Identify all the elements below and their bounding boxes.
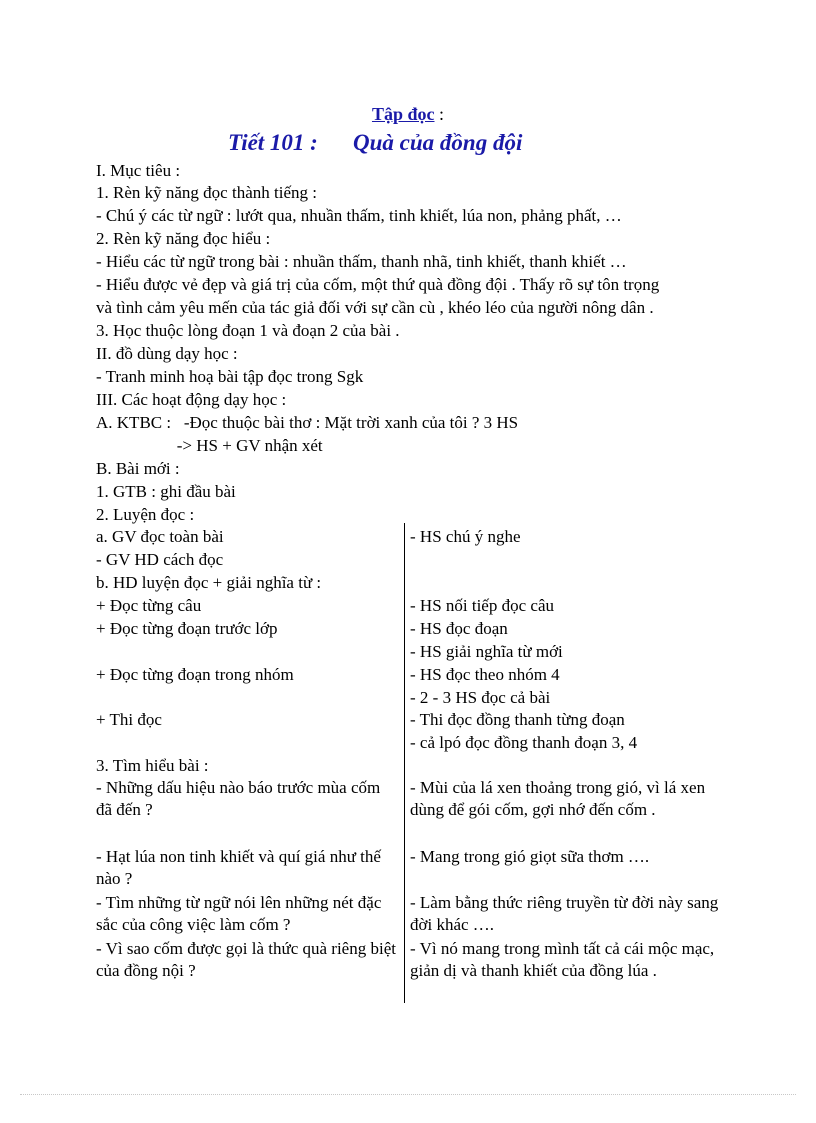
- student-activity: - 2 - 3 HS đọc cả bài: [410, 688, 551, 707]
- page-title: [228, 130, 522, 156]
- student-activity: - HS giải nghĩa từ mới: [410, 642, 563, 661]
- teacher-activity: - GV HD cách đọc: [96, 550, 224, 569]
- lesson-title: Quà của đồng đội: [353, 130, 523, 155]
- teacher-activity: + Đọc từng đoạn trong nhóm: [96, 665, 294, 684]
- answer: - Làm bằng thức riêng truyền từ đời này sang đời khác ….: [410, 893, 719, 934]
- objective-1: 1. Rèn kỹ năng đọc thành tiếng :: [96, 183, 317, 202]
- student-activity: - cả lpó đọc đồng thanh đoạn 3, 4: [410, 733, 638, 752]
- column-divider: [404, 523, 405, 1003]
- teacher-activity: + Đọc từng câu: [96, 596, 202, 615]
- materials-item: - Tranh minh hoạ bài tập đọc trong Sgk: [96, 367, 364, 386]
- lesson-number: Tiết 101 :: [228, 130, 318, 155]
- student-activity: - HS nối tiếp đọc câu: [410, 596, 554, 615]
- objective-1-detail: - Chú ý các từ ngữ : lướt qua, nhuần thấm, tinh khiết, lúa non, phảng phất, …: [96, 206, 622, 225]
- ktbc-line: A. KTBC : -Đọc thuộc bài thơ : Mặt trời xanh của tôi ? 3 HS: [96, 413, 519, 432]
- answer: - Vì nó mang trong mình tất cả cái mộc mạc, giản dị và thanh khiết của đồng lúa .: [410, 939, 715, 980]
- page-bottom-rule: [20, 1094, 796, 1095]
- objectives-heading: I. Mục tiêu :: [96, 161, 181, 180]
- student-activity: - HS đọc đoạn: [410, 619, 508, 638]
- teacher-activity: + Thi đọc: [96, 710, 162, 729]
- objective-2-detail-a: - Hiểu các từ ngữ trong bài : nhuần thấm, thanh nhã, tinh khiết, thanh khiết …: [96, 252, 627, 271]
- gtb-line: 1. GTB : ghi đầu bài: [96, 482, 236, 501]
- subject-label: Tập đọc: [371, 104, 435, 124]
- teacher-activity: + Đọc từng đoạn trước lớp: [96, 619, 278, 638]
- student-activity: - HS chú ý nghe: [410, 527, 521, 546]
- answer: - Mùi của lá xen thoảng trong gió, vì lá xen dùng để gói cốm, gợi nhớ đến cốm .: [410, 778, 706, 819]
- objective-2-detail-b: - Hiểu được vẻ đẹp và giá trị của cốm, một thứ quà đồng đội . Thấy rõ sự tôn trọng: [96, 275, 660, 294]
- teacher-activity: a. GV đọc toàn bài: [96, 527, 224, 546]
- new-lesson-heading: B. Bài mới :: [96, 459, 180, 478]
- materials-heading: II. đồ dùng dạy học :: [96, 344, 238, 363]
- question: - Hạt lúa non tinh khiết và quí giá như thế nào ?: [96, 847, 381, 888]
- student-activity: - Thi đọc đồng thanh từng đoạn: [410, 710, 625, 729]
- activities-heading: III. Các hoạt động dạy học :: [96, 390, 287, 409]
- question: - Những dấu hiệu nào báo trước mùa cốm đã đến ?: [96, 778, 381, 819]
- comprehension-heading: 3. Tìm hiểu bài :: [96, 756, 209, 775]
- subject-colon: :: [434, 104, 445, 124]
- teacher-activity: b. HD luyện đọc + giải nghĩa từ :: [96, 573, 322, 592]
- reading-practice-heading: 2. Luyện đọc :: [96, 505, 195, 524]
- header-label: [0, 104, 816, 125]
- question: - Vì sao cốm được gọi là thức quà riêng biệt của đồng nội ?: [96, 939, 396, 980]
- objective-2: 2. Rèn kỹ năng đọc hiểu :: [96, 229, 271, 248]
- question: - Tìm những từ ngữ nói lên những nét đặc sắc của công việc làm cốm ?: [96, 893, 382, 934]
- objective-2-detail-c: và tình cảm yêu mến của tác giả đối với sự cần cù , khéo léo của người nông dân .: [96, 298, 654, 317]
- answer: - Mang trong gió giọt sữa thơm ….: [410, 847, 650, 866]
- ktbc-feedback: -> HS + GV nhận xét: [96, 436, 323, 455]
- student-activity: - HS đọc theo nhóm 4: [410, 665, 560, 684]
- objective-3: 3. Học thuộc lòng đoạn 1 và đoạn 2 của bài .: [96, 321, 400, 340]
